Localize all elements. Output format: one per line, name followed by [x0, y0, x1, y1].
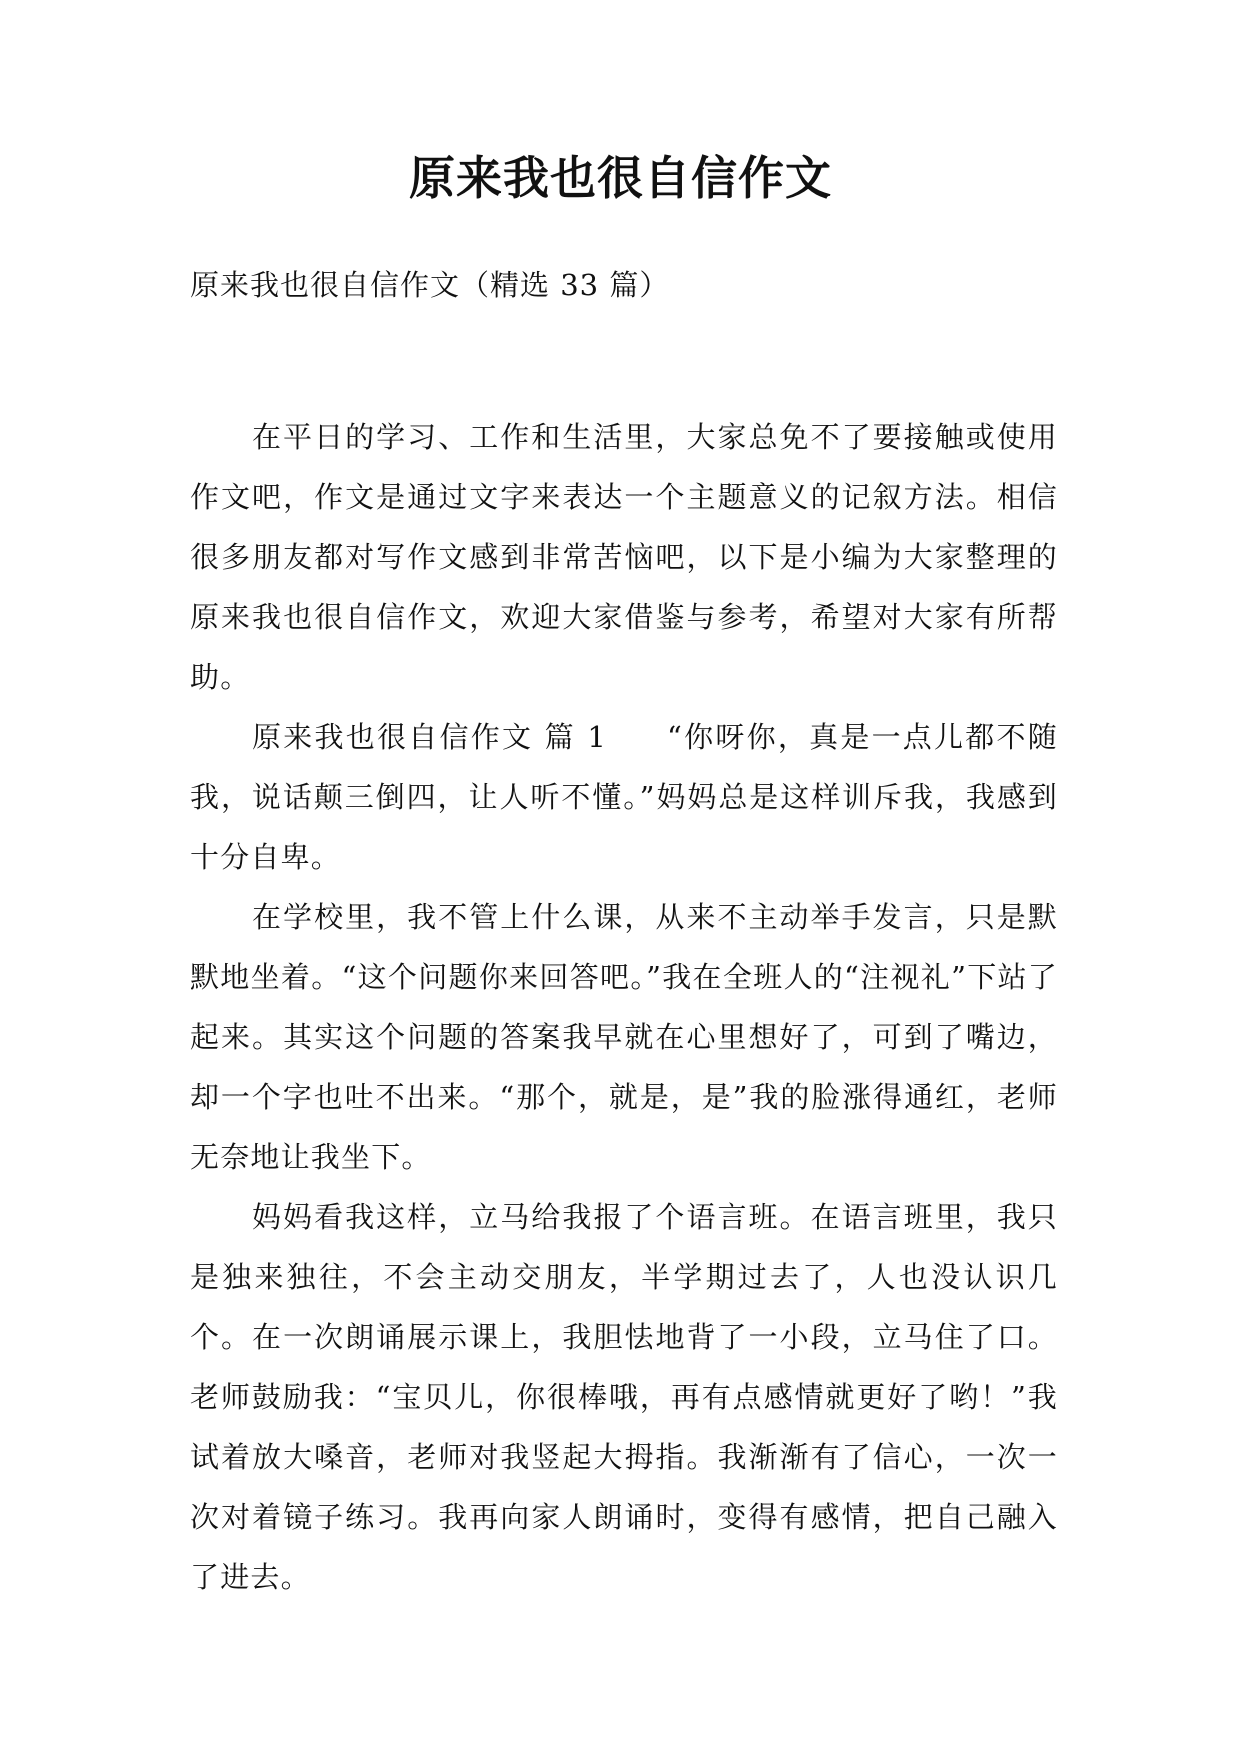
document-body [190, 407, 1058, 1607]
essay-1-paragraph: 妈妈看我这样，立马给我报了个语言班。在语言班里，我只是独来独往，不会主动交朋友，半学期过去了，人也没认识几个。在一次朗诵展示课上，我胆怯地背了一小段，立马住了口。老师鼓励我：“宝贝儿，你很棒哦，再有点感情就更好了哟！”我试着放大嗓音，老师对我竖起大拇指。我渐渐有了信心，一次一次对着镜子练习。我再向家人朗诵时，变得有感情，把自己融入了进去。 [190, 1200, 1058, 1594]
intro-paragraph: 在平日的学习、工作和生活里，大家总免不了要接触或使用作文吧，作文是通过文字来表达一个主题意义的记叙方法。相信很多朋友都对写作文感到非常苦恼吧，以下是小编为大家整理的原来我也很自信作文，欢迎大家借鉴与参考，希望对大家有所帮助。 [190, 420, 1058, 694]
document-title: 原来我也很自信作文 [409, 151, 832, 205]
essay-1-paragraph: 在学校里，我不管上什么课，从来不主动举手发言，只是默默地坐着。“这个问题你来回答吧。”我在全班人的“注视礼”下站了起来。其实这个问题的答案我早就在心里想好了，可到了嘴边，却一个字也吐不出来。“那个，就是，是”我的脸涨得通红，老师无奈地让我坐下。 [190, 900, 1058, 1174]
document-subtitle: 原来我也很自信作文（精选 33 篇） [190, 268, 670, 302]
essay-1-opening-text: “你呀你，真是一点儿都不随我，说话颠三倒四，让人听不懂。”妈妈总是这样训斥我，我感到十分自卑。 [190, 720, 1058, 874]
essay-1-first-paragraph [190, 707, 1058, 887]
essay-1-heading: 原来我也很自信作文 篇 1 [252, 720, 608, 754]
